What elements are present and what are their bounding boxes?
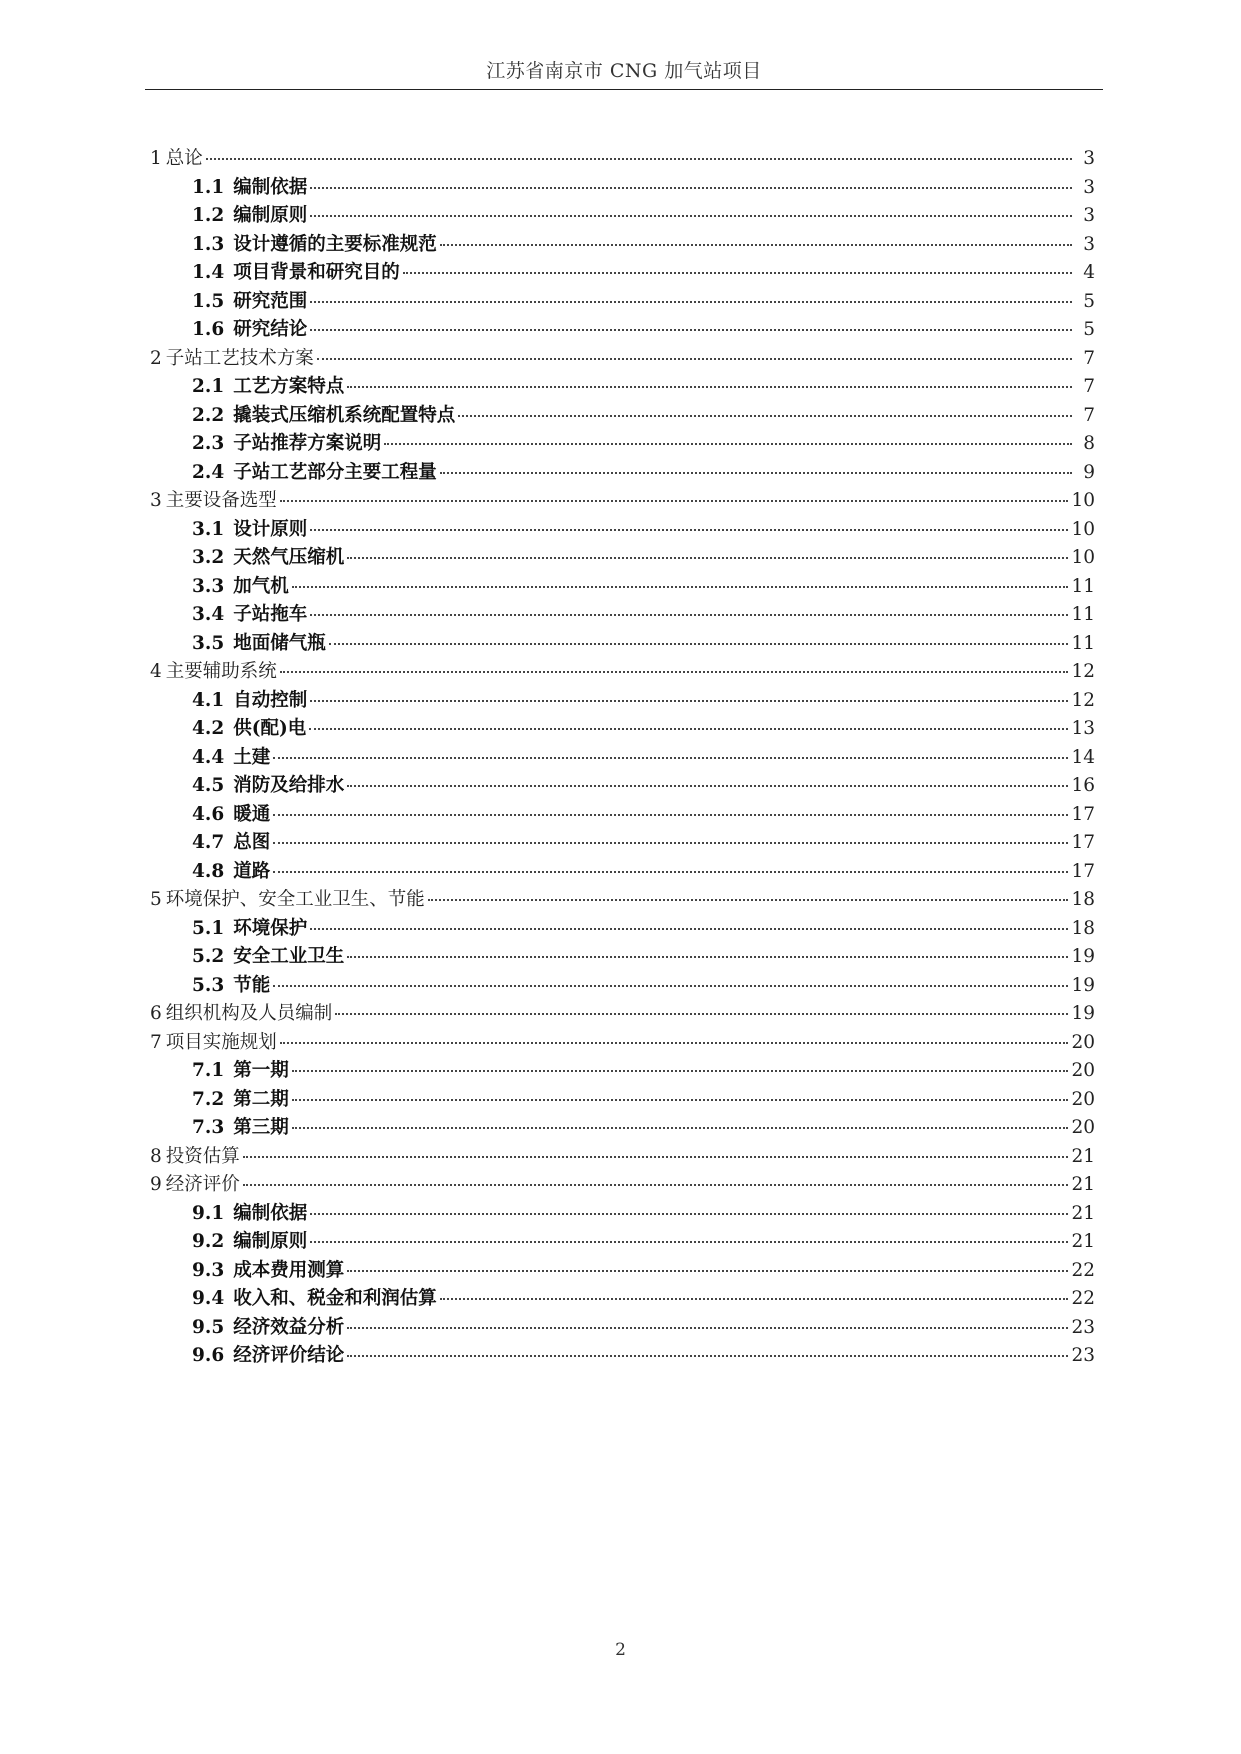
toc-page-number: 11 [1071, 604, 1095, 625]
toc-section-entry[interactable] [150, 1227, 1095, 1256]
toc-entry-title: 设计原则 [233, 518, 308, 540]
toc-chapter-entry[interactable] [150, 999, 1095, 1028]
toc-page-number: 23 [1071, 1316, 1095, 1338]
toc-entry-title: 地面储气瓶 [233, 632, 326, 654]
toc-entry-title: 第三期 [233, 1117, 289, 1138]
toc-entry-title: 设计遵循的主要标准规范 [233, 233, 437, 255]
toc-chapter-entry[interactable] [150, 1028, 1095, 1057]
toc-entry-number: 4.7 [192, 832, 225, 853]
toc-page-number: 21 [1071, 1145, 1095, 1167]
toc-entry-number: 3.4 [192, 604, 225, 625]
toc-page-number: 21 [1071, 1231, 1095, 1252]
toc-page-number: 10 [1071, 547, 1095, 568]
toc-page-number: 7 [1083, 376, 1095, 397]
toc-dot-leader [347, 1355, 1068, 1357]
toc-section-entry[interactable] [150, 629, 1095, 658]
toc-entry-title: 收入和、税金和利润估算 [233, 1288, 437, 1309]
toc-entry-number: 7.3 [192, 1117, 225, 1138]
toc-entry-number: 1.3 [192, 233, 225, 255]
toc-entry-title: 子站拖车 [233, 604, 308, 625]
toc-dot-leader [273, 814, 1068, 816]
toc-dot-leader [440, 1298, 1069, 1300]
toc-section-entry[interactable] [150, 714, 1095, 743]
toc-page-number: 19 [1071, 1003, 1095, 1024]
toc-page-number: 3 [1083, 205, 1095, 226]
toc-page-number: 9 [1083, 461, 1095, 483]
toc-chapter-entry[interactable] [150, 1142, 1095, 1171]
toc-page-number: 17 [1071, 803, 1095, 825]
toc-page-number: 20 [1071, 1031, 1095, 1053]
toc-entry-number: 1.4 [192, 262, 225, 283]
toc-dot-leader [273, 842, 1068, 844]
toc-section-entry[interactable] [150, 515, 1095, 544]
toc-page-number: 5 [1083, 319, 1095, 340]
toc-entry-number: 9.3 [192, 1259, 225, 1281]
toc-section-entry[interactable] [150, 1284, 1095, 1313]
toc-entry-number: 4.5 [192, 775, 225, 796]
page-header [145, 52, 1103, 90]
toc-entry-number: 5.1 [192, 917, 225, 939]
toc-entry-title: 子站工艺技术方案 [165, 347, 314, 369]
toc-page-number: 12 [1071, 661, 1095, 682]
toc-entry-title: 土建 [233, 746, 271, 768]
toc-dot-leader [440, 472, 1072, 474]
toc-section-entry[interactable] [150, 1199, 1095, 1228]
toc-chapter-entry[interactable] [150, 344, 1095, 373]
toc-entry-number: 9.5 [192, 1316, 225, 1338]
toc-page-number: 8 [1083, 433, 1095, 454]
toc-section-entry[interactable] [150, 287, 1095, 316]
toc-dot-leader [335, 1013, 1068, 1015]
toc-dot-leader [428, 899, 1069, 901]
toc-dot-leader [384, 443, 1072, 445]
toc-section-entry[interactable] [150, 686, 1095, 715]
toc-entry-number: 4.2 [192, 718, 225, 739]
toc-entry-title: 供(配)电 [233, 718, 307, 739]
toc-entry-title: 研究结论 [233, 319, 308, 340]
toc-entry-number: 4.8 [192, 860, 225, 882]
toc-entry-title: 撬装式压缩机系统配置特点 [233, 404, 456, 426]
toc-chapter-entry[interactable] [150, 1170, 1095, 1199]
toc-entry-title: 消防及给排水 [233, 775, 345, 796]
toc-entry-number: 4.4 [192, 746, 225, 768]
toc-entry-title: 子站推荐方案说明 [233, 433, 382, 454]
toc-entry-title: 加气机 [233, 575, 289, 597]
toc-section-entry[interactable] [150, 914, 1095, 943]
toc-section-entry[interactable] [150, 857, 1095, 886]
toc-entry-title: 组织机构及人员编制 [165, 1003, 333, 1024]
toc-entry-title: 天然气压缩机 [233, 547, 345, 568]
toc-entry-number: 9 [150, 1174, 162, 1195]
toc-dot-leader [310, 301, 1072, 303]
toc-section-entry[interactable] [150, 771, 1095, 800]
toc-dot-leader [280, 500, 1069, 502]
toc-section-entry[interactable] [150, 230, 1095, 259]
toc-entry-title: 安全工业卫生 [233, 946, 345, 967]
toc-dot-leader [273, 757, 1068, 759]
table-of-contents [150, 144, 1095, 1370]
toc-entry-number: 5.2 [192, 946, 225, 967]
toc-chapter-entry[interactable] [150, 486, 1095, 515]
toc-entry-number: 1.6 [192, 319, 225, 340]
toc-entry-number: 3.2 [192, 547, 225, 568]
toc-entry-title: 工艺方案特点 [233, 376, 345, 397]
toc-entry-number: 5 [150, 889, 162, 910]
toc-entry-title: 节能 [233, 974, 271, 996]
toc-dot-leader [310, 215, 1072, 217]
toc-dot-leader [310, 614, 1068, 616]
toc-entry-title: 暖通 [233, 803, 271, 825]
toc-entry-number: 9.6 [192, 1345, 225, 1366]
toc-page-number: 17 [1071, 832, 1095, 853]
toc-entry-number: 3.3 [192, 575, 225, 597]
toc-dot-leader [280, 1042, 1069, 1044]
toc-entry-number: 5.3 [192, 974, 225, 996]
toc-entry-number: 3.5 [192, 632, 225, 654]
toc-section-entry[interactable] [150, 372, 1095, 401]
toc-page-number: 20 [1071, 1060, 1095, 1081]
toc-page-number: 20 [1071, 1117, 1095, 1138]
toc-entry-number: 1 [150, 148, 162, 169]
toc-entry-title: 总论 [165, 148, 203, 169]
toc-section-entry[interactable] [150, 401, 1095, 430]
toc-section-entry[interactable] [150, 201, 1095, 230]
toc-entry-title: 投资估算 [165, 1145, 240, 1167]
header-title: 江苏省南京市 CNG 加气站项目 [486, 60, 762, 82]
toc-page-number: 22 [1071, 1288, 1095, 1309]
toc-page-number: 11 [1071, 632, 1095, 654]
toc-dot-leader [458, 415, 1072, 417]
toc-entry-number: 9.4 [192, 1288, 225, 1309]
toc-page-number: 10 [1071, 518, 1095, 540]
toc-section-entry[interactable] [150, 315, 1095, 344]
toc-section-entry[interactable] [150, 1113, 1095, 1142]
toc-entry-number: 2 [150, 347, 162, 369]
toc-page-number: 18 [1071, 889, 1095, 910]
toc-entry-number: 3.1 [192, 518, 225, 540]
toc-entry-title: 成本费用测算 [233, 1259, 345, 1281]
toc-dot-leader [243, 1184, 1069, 1186]
toc-page-number: 16 [1071, 775, 1095, 796]
toc-page-number: 22 [1071, 1259, 1095, 1281]
toc-entry-title: 主要设备选型 [165, 490, 277, 511]
toc-page-number: 17 [1071, 860, 1095, 882]
toc-entry-title: 环境保护、安全工业卫生、节能 [165, 889, 425, 910]
toc-page-number: 13 [1071, 718, 1095, 739]
toc-section-entry[interactable] [150, 173, 1095, 202]
toc-entry-title: 编制原则 [233, 205, 308, 226]
toc-chapter-entry[interactable] [150, 144, 1095, 173]
toc-section-entry[interactable] [150, 458, 1095, 487]
toc-entry-title: 经济评价 [165, 1174, 240, 1195]
toc-entry-title: 总图 [233, 832, 271, 853]
toc-entry-number: 8 [150, 1145, 162, 1167]
toc-entry-title: 研究范围 [233, 290, 308, 312]
toc-dot-leader [347, 1327, 1068, 1329]
toc-dot-leader [292, 1127, 1069, 1129]
toc-dot-leader [280, 671, 1069, 673]
toc-entry-number: 3 [150, 490, 162, 511]
toc-section-entry[interactable] [150, 828, 1095, 857]
toc-dot-leader [317, 358, 1072, 360]
toc-dot-leader [292, 586, 1069, 588]
toc-entry-number: 2.2 [192, 404, 225, 426]
toc-chapter-entry[interactable] [150, 885, 1095, 914]
toc-section-entry[interactable] [150, 600, 1095, 629]
toc-dot-leader [310, 187, 1072, 189]
toc-dot-leader [273, 871, 1068, 873]
toc-dot-leader [292, 1070, 1069, 1072]
toc-section-entry[interactable] [150, 1056, 1095, 1085]
toc-section-entry[interactable] [150, 429, 1095, 458]
toc-page-number: 3 [1083, 233, 1095, 255]
toc-entry-number: 7 [150, 1031, 162, 1053]
toc-entry-number: 9.1 [192, 1202, 225, 1224]
toc-entry-number: 4.6 [192, 803, 225, 825]
toc-page-number: 18 [1071, 917, 1095, 939]
toc-section-entry[interactable] [150, 543, 1095, 572]
toc-page-number: 21 [1071, 1174, 1095, 1195]
toc-entry-number: 2.4 [192, 461, 225, 483]
toc-entry-title: 子站工艺部分主要工程量 [233, 461, 437, 483]
toc-entry-number: 9.2 [192, 1231, 225, 1252]
toc-page-number: 5 [1083, 290, 1095, 312]
toc-entry-number: 7.2 [192, 1088, 225, 1110]
toc-section-entry[interactable] [150, 1341, 1095, 1370]
toc-section-entry[interactable] [150, 1256, 1095, 1285]
toc-page-number: 20 [1071, 1088, 1095, 1110]
toc-dot-leader [310, 700, 1068, 702]
toc-dot-leader [310, 529, 1068, 531]
toc-chapter-entry[interactable] [150, 657, 1095, 686]
toc-entry-title: 第一期 [233, 1060, 289, 1081]
toc-entry-title: 项目实施规划 [165, 1031, 277, 1053]
toc-page-number: 3 [1083, 148, 1095, 169]
toc-entry-number: 1.5 [192, 290, 225, 312]
toc-page-number: 11 [1071, 575, 1095, 597]
toc-entry-number: 7.1 [192, 1060, 225, 1081]
toc-dot-leader [273, 985, 1068, 987]
toc-section-entry[interactable] [150, 743, 1095, 772]
toc-dot-leader [310, 329, 1072, 331]
toc-dot-leader [440, 244, 1072, 246]
toc-section-entry[interactable] [150, 1085, 1095, 1114]
toc-dot-leader [310, 1213, 1068, 1215]
toc-page-number: 23 [1071, 1345, 1095, 1366]
toc-dot-leader [347, 956, 1068, 958]
toc-section-entry[interactable] [150, 572, 1095, 601]
toc-dot-leader [403, 272, 1072, 274]
toc-dot-leader [310, 1241, 1068, 1243]
toc-dot-leader [347, 557, 1068, 559]
toc-dot-leader [329, 643, 1069, 645]
toc-entry-number: 2.1 [192, 376, 225, 397]
toc-entry-title: 主要辅助系统 [165, 661, 277, 682]
toc-entry-number: 1.2 [192, 205, 225, 226]
toc-dot-leader [309, 728, 1068, 730]
page-number: 2 [615, 1640, 626, 1660]
toc-page-number: 10 [1071, 490, 1095, 511]
toc-entry-title: 环境保护 [233, 917, 308, 939]
toc-entry-number: 1.1 [192, 176, 225, 198]
toc-section-entry[interactable] [150, 942, 1095, 971]
toc-page-number: 7 [1083, 347, 1095, 369]
toc-section-entry[interactable] [150, 800, 1095, 829]
toc-dot-leader [243, 1156, 1069, 1158]
toc-page-number: 4 [1083, 262, 1095, 283]
toc-entry-title: 经济效益分析 [233, 1316, 345, 1338]
toc-page-number: 19 [1071, 946, 1095, 967]
toc-dot-leader [347, 1270, 1068, 1272]
toc-dot-leader [292, 1099, 1069, 1101]
toc-page-number: 7 [1083, 404, 1095, 426]
toc-entry-number: 4.1 [192, 689, 225, 711]
toc-section-entry[interactable] [150, 971, 1095, 1000]
toc-page-number: 19 [1071, 974, 1095, 996]
toc-entry-title: 经济评价结论 [233, 1345, 345, 1366]
toc-entry-title: 第二期 [233, 1088, 289, 1110]
toc-page-number: 3 [1083, 176, 1095, 198]
toc-dot-leader [206, 158, 1072, 160]
toc-entry-number: 2.3 [192, 433, 225, 454]
toc-dot-leader [347, 386, 1072, 388]
toc-entry-title: 编制原则 [233, 1231, 308, 1252]
toc-entry-title: 道路 [233, 860, 271, 882]
toc-page-number: 21 [1071, 1202, 1095, 1224]
toc-entry-title: 编制依据 [233, 1202, 308, 1224]
toc-entry-title: 自动控制 [233, 689, 308, 711]
toc-page-number: 14 [1071, 746, 1095, 768]
toc-entry-number: 6 [150, 1003, 162, 1024]
toc-entry-title: 项目背景和研究目的 [233, 262, 400, 283]
toc-entry-title: 编制依据 [233, 176, 308, 198]
toc-entry-number: 4 [150, 661, 162, 682]
toc-dot-leader [347, 785, 1068, 787]
toc-section-entry[interactable] [150, 258, 1095, 287]
toc-section-entry[interactable] [150, 1313, 1095, 1342]
toc-page-number: 12 [1071, 689, 1095, 711]
toc-dot-leader [310, 928, 1068, 930]
